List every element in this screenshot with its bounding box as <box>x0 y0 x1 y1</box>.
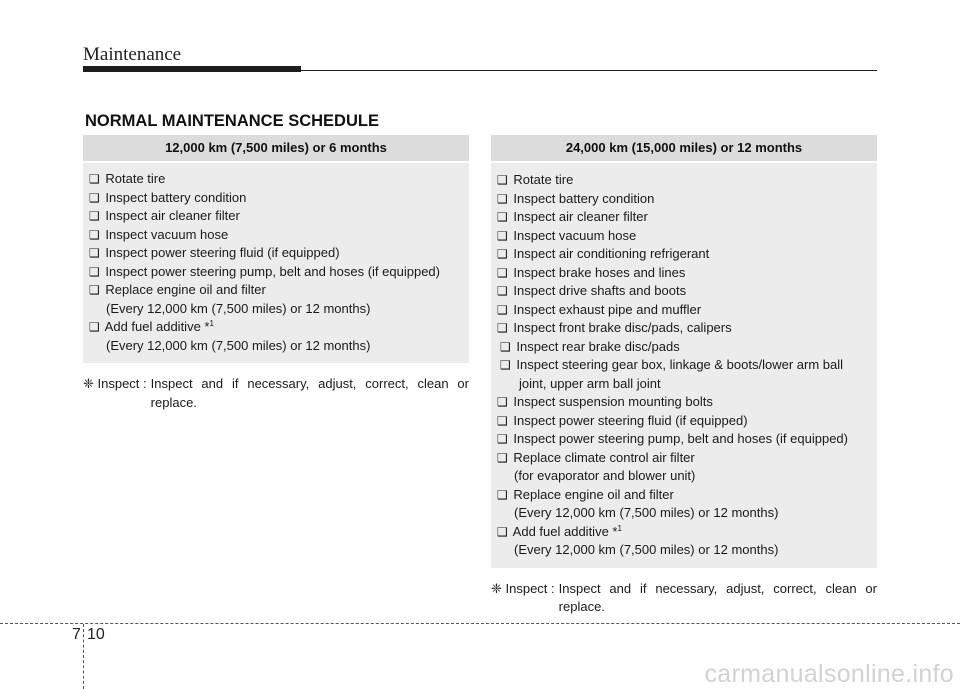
list-item: ❑ Inspect air cleaner filter <box>497 209 648 224</box>
list-item: ❑ Rotate tire <box>497 172 574 187</box>
note-label: ❈ Inspect : <box>83 376 147 391</box>
column-heading: 12,000 km (7,500 miles) or 6 months <box>83 135 469 161</box>
inspect-note <box>83 375 469 412</box>
checkbox-icon: ❑ <box>497 210 508 224</box>
list-item-detail: (Every 12,000 km (7,500 miles) or 12 months) <box>106 300 371 316</box>
list-item: ❑ Add fuel additive *$^1$ <box>89 319 214 334</box>
list-item: ❑ Add fuel additive *$^1$ <box>497 523 622 539</box>
footnote-marker: 1 <box>617 523 622 533</box>
chapter-number: 7 <box>72 626 81 643</box>
note-text: Inspect and if necessary, adjust, correct, clean or replace. <box>558 580 877 614</box>
checkbox-icon: ❑ <box>497 302 508 317</box>
footer-divider <box>0 623 960 624</box>
list-item: ❑ Inspect power steering fluid (if equipped) <box>89 245 340 260</box>
header-rule-thick <box>83 66 301 72</box>
schedule-column-6-months <box>83 135 469 412</box>
note-text: Inspect and if necessary, adjust, correct, clean or replace. <box>150 376 469 410</box>
list-item-detail: (Every 12,000 km (7,500 miles) or 12 months) <box>514 505 779 520</box>
page-number: 10 <box>87 626 105 643</box>
list-item: ❑ Inspect drive shafts and boots <box>497 283 687 298</box>
list-item: ❑ Inspect air cleaner filter <box>89 208 240 223</box>
checkbox-icon: ❑ <box>89 172 100 186</box>
list-item: ❑ Inspect power steering pump, belt and hoses (if equipped) <box>89 263 440 279</box>
list-item: ❑ Inspect power steering pump, belt and hoses (if equipped) <box>497 431 848 446</box>
list-item: ❑ Inspect vacuum hose <box>497 227 637 243</box>
checkbox-icon: ❑ <box>497 321 508 335</box>
checkbox-icon: ❑ <box>497 524 508 539</box>
list-item: ❑ Replace engine oil and filter <box>497 486 674 502</box>
list-item: ❑ Replace climate control air filter <box>497 449 695 465</box>
watermark: carmanualsonline.info <box>704 660 954 688</box>
checkbox-icon: ❑ <box>500 339 511 354</box>
list-item-detail: (Every 12,000 km (7,500 miles) or 12 months) <box>514 542 779 557</box>
checkbox-icon: ❑ <box>497 432 508 446</box>
section-title: NORMAL MAINTENANCE SCHEDULE <box>85 112 379 130</box>
list-item: ❑ Inspect battery condition <box>497 190 655 206</box>
list-item: ❑ Replace engine oil and filter <box>89 282 266 297</box>
checkbox-icon: ❑ <box>89 246 100 260</box>
checkbox-icon: ❑ <box>89 227 100 242</box>
list-item: ❑ Inspect power steering fluid (if equipped) <box>497 412 748 428</box>
checkbox-icon: ❑ <box>497 191 508 206</box>
inspect-note <box>491 580 877 617</box>
checkbox-icon: ❑ <box>497 265 508 280</box>
header-rule-thin <box>301 70 877 71</box>
checkbox-icon: ❑ <box>89 283 100 297</box>
list-item: ❑ Inspect suspension mounting bolts <box>497 394 713 409</box>
checkbox-icon: ❑ <box>89 264 100 279</box>
footer-vertical-divider <box>83 624 84 689</box>
checkbox-icon: ❑ <box>89 320 100 334</box>
note-label: ❈ Inspect : <box>491 580 555 596</box>
checkbox-icon: ❑ <box>497 284 508 298</box>
checkbox-icon: ❑ <box>497 487 508 502</box>
schedule-column-12-months <box>491 135 877 617</box>
list-item: ❑ Inspect battery condition <box>89 189 247 205</box>
list-item: ❑ Inspect exhaust pipe and muffler <box>497 301 702 317</box>
list-item: ❑ Inspect air conditioning refrigerant <box>497 246 710 261</box>
checkbox-icon: ❑ <box>89 190 100 205</box>
checkbox-icon: ❑ <box>89 209 100 223</box>
list-item-detail: joint, upper arm ball joint <box>519 375 661 391</box>
checkbox-icon: ❑ <box>497 228 508 243</box>
checkbox-icon: ❑ <box>497 247 508 261</box>
list-item-detail: (for evaporator and blower unit) <box>514 468 696 483</box>
checkbox-icon: ❑ <box>497 173 508 187</box>
list-item: ❑ Inspect steering gear box, linkage & boots/lower arm ball <box>500 357 844 372</box>
list-item: ❑ Rotate tire <box>89 171 166 186</box>
column-body <box>491 163 877 568</box>
column-heading: 24,000 km (15,000 miles) or 12 months <box>491 135 877 161</box>
list-item: ❑ Inspect brake hoses and lines <box>497 264 686 280</box>
checkbox-icon: ❑ <box>500 358 511 372</box>
checkbox-icon: ❑ <box>497 395 508 409</box>
list-item-detail: (Every 12,000 km (7,500 miles) or 12 months) <box>106 337 371 353</box>
list-item: ❑ Inspect rear brake disc/pads <box>500 338 680 354</box>
list-item: ❑ Inspect front brake disc/pads, calipers <box>497 320 732 335</box>
header-title: Maintenance <box>83 44 182 65</box>
footnote-marker: 1 <box>209 319 214 328</box>
checkbox-icon: ❑ <box>497 413 508 428</box>
checkbox-icon: ❑ <box>497 450 508 465</box>
list-item: ❑ Inspect vacuum hose <box>89 226 229 242</box>
column-body <box>83 163 469 363</box>
